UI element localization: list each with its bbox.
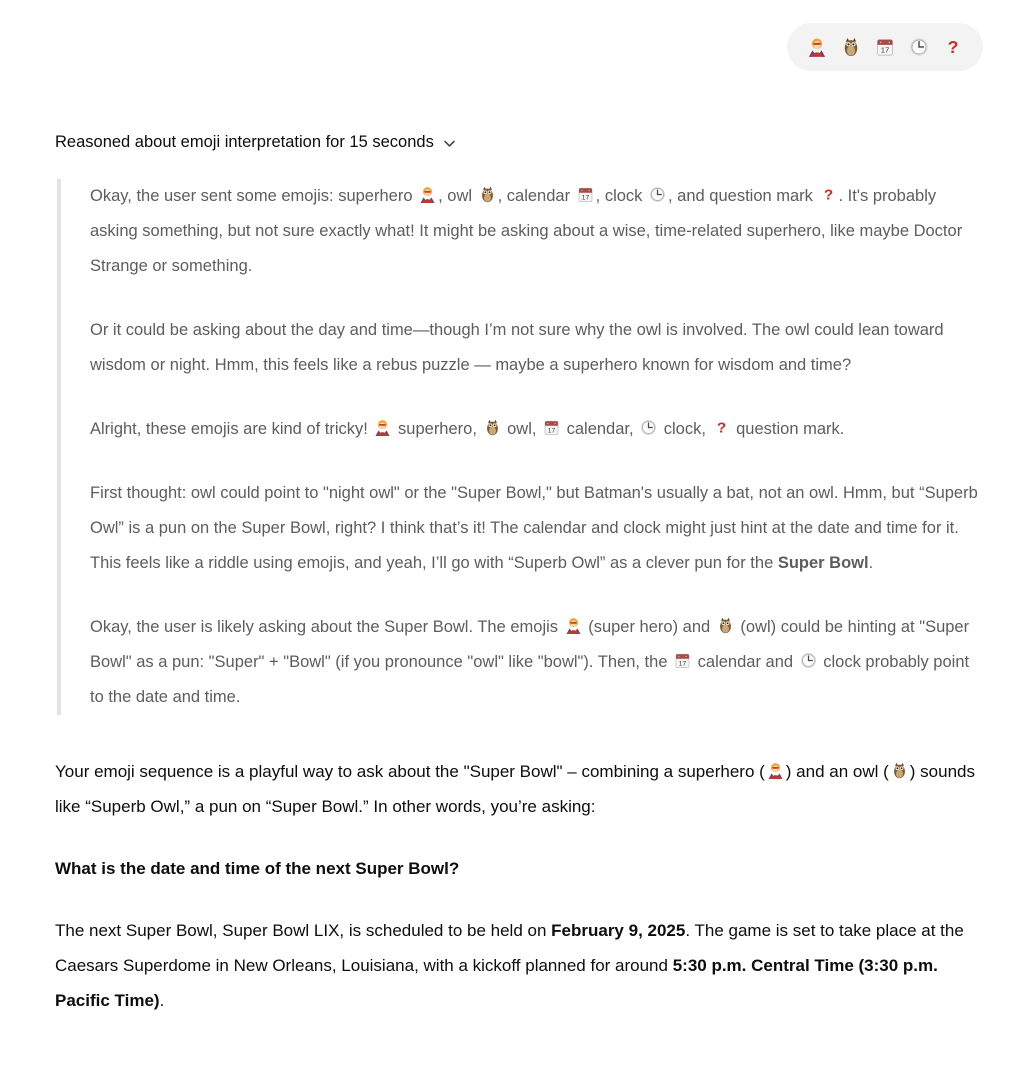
- clock-emoji: [639, 418, 658, 437]
- svg-text:?: ?: [823, 186, 833, 204]
- svg-text:17: 17: [581, 194, 589, 202]
- clock-emoji: [799, 651, 818, 670]
- question-emoji: [942, 36, 964, 58]
- answer-section: [55, 754, 984, 1018]
- owl-emoji: [483, 418, 502, 437]
- calendar-emoji: [874, 36, 896, 58]
- answer-paragraph: The next Super Bowl, Super Bowl LIX, is scheduled to be held on February 9, 2025. The game is set to take place at the Caesars Superdome in New Orleans, Louisiana, with a kickoff planned for around 5:30 p.m. Central Time (3:30 p.m. Pacific Time).: [55, 921, 964, 1010]
- superhero-emoji: [806, 36, 828, 58]
- svg-text:17: 17: [678, 660, 687, 668]
- answer-paragraph: Your emoji sequence is a playful way to ask about the "Super Bowl" – combining a superhero ( ) and an owl ( ) sounds like “Superb Owl,” a pun on “Super Bowl.” In other words, you’re asking:: [55, 762, 975, 816]
- user-message-bubble: [787, 23, 983, 71]
- thinking-paragraph: Or it could be asking about the day and time—though I’m not sure why the owl is involved. The owl could lean toward wisdom or night. Hmm, this feels like a rebus puzzle — maybe a superhero known for wisdom and time?: [90, 321, 944, 374]
- thinking-paragraph: First thought: owl could point to "night owl" or the "Super Bowl," but Batman's usually a bat, not an owl. Hmm, but “Superb Owl” is a pun on the Super Bowl, right? I think that’s it! The calendar and clock might just hint at the date and time for it. This feels like a riddle using emojis, and yeah, I’ll go with “Superb Owl” as a clever pun for the Super Bowl.: [90, 484, 978, 572]
- owl-emoji: [478, 185, 497, 204]
- question-emoji: [819, 185, 838, 204]
- superhero-emoji: [418, 185, 437, 204]
- svg-text:17: 17: [880, 45, 890, 55]
- superhero-emoji: [766, 761, 785, 780]
- thinking-paragraph: Okay, the user sent some emojis: superhero , owl , calendar 17 , clock , and question mark ? . It's probably asking something, but not sure exactly what! It might be asking about a wise, time-related superhero, like maybe Doctor Strange or something.: [90, 186, 963, 275]
- owl-emoji: [716, 616, 735, 635]
- answer-question: What is the date and time of the next Super Bowl?: [55, 859, 460, 878]
- svg-text:?: ?: [947, 37, 959, 58]
- owl-emoji: [840, 36, 862, 58]
- superhero-emoji: [373, 418, 392, 437]
- user-message-row: [0, 0, 1024, 71]
- svg-text:?: ?: [716, 419, 726, 437]
- chevron-down-icon: [442, 136, 457, 151]
- question-emoji: [712, 418, 731, 437]
- svg-text:17: 17: [547, 427, 556, 435]
- clock-emoji: [908, 36, 930, 58]
- clock-emoji: [648, 185, 667, 204]
- thinking-block: [57, 179, 984, 715]
- thinking-paragraph: Alright, these emojis are kind of tricky! superhero, owl, 17 calendar, clock, ? question mark.: [90, 419, 845, 438]
- thinking-toggle[interactable]: [55, 133, 457, 152]
- calendar-emoji: [542, 418, 561, 437]
- superhero-emoji: [564, 616, 583, 635]
- calendar-emoji: [576, 185, 595, 204]
- thinking-paragraph: Okay, the user is likely asking about the Super Bowl. The emojis (super hero) and (owl) could be hinting at "Super Bowl" as a pun: "Super" + "Bowl" (if you pronounce "owl" like "bowl"). Then, the 17 calendar and clock probably point to the date and time.: [90, 618, 970, 706]
- calendar-emoji: [673, 651, 692, 670]
- thinking-header-label: Reasoned about emoji interpretation for 15 seconds: [55, 133, 434, 151]
- owl-emoji: [890, 761, 909, 780]
